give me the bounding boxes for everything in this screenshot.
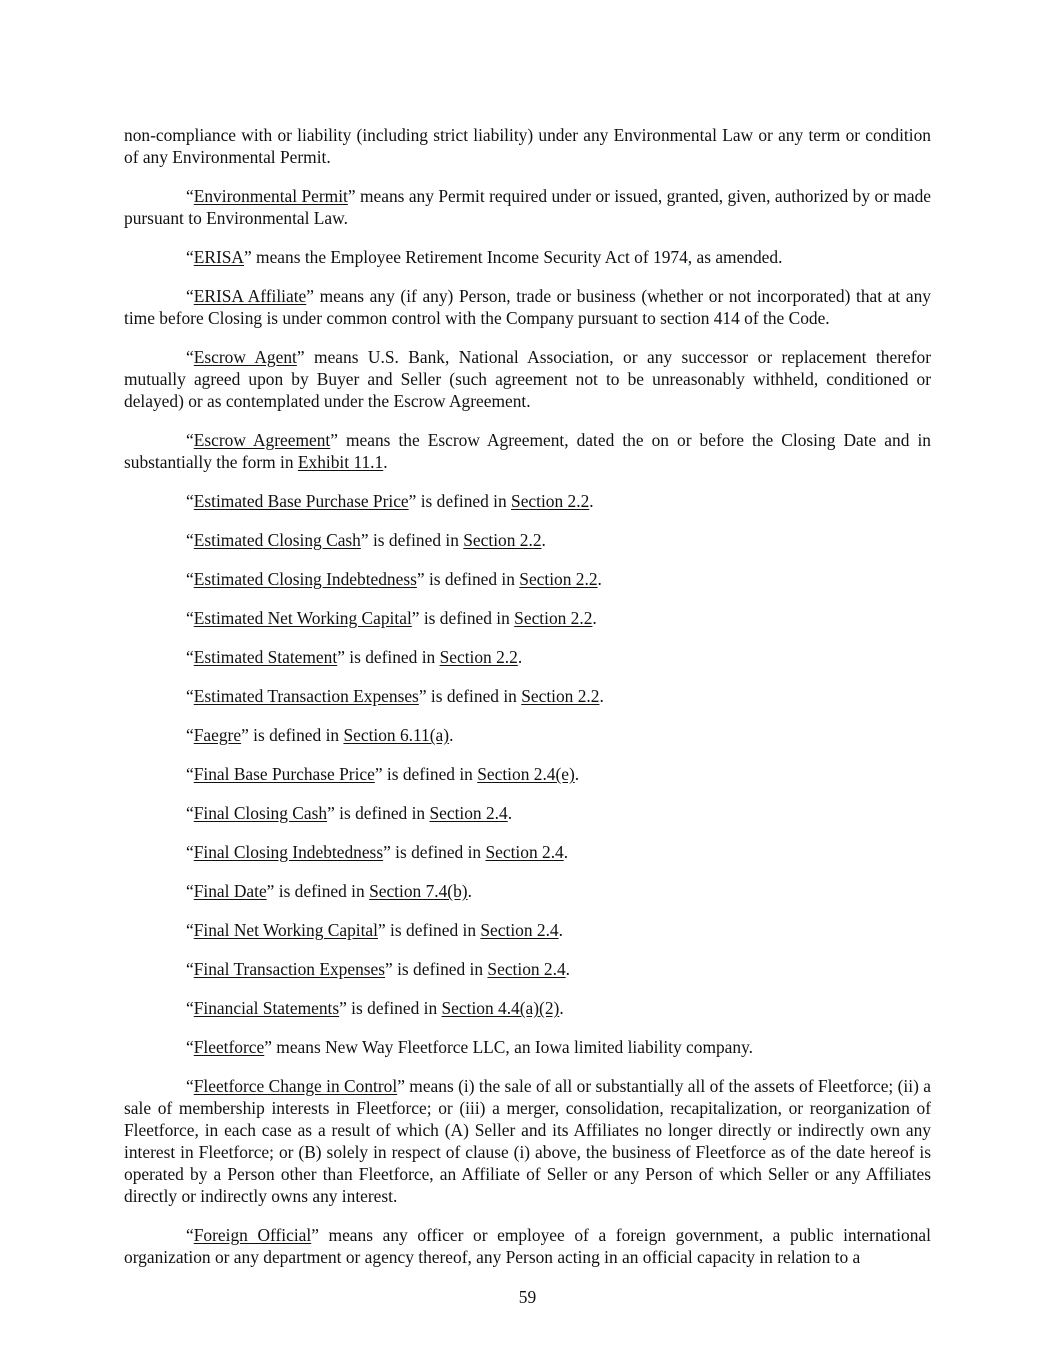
paragraph-text: . xyxy=(449,725,454,745)
paragraph-text: non-compliance with or liability (including strict liability) under any Environmental Law or any term or condition of any Environmental Permit. xyxy=(124,125,931,167)
paragraph-text: “ xyxy=(186,530,194,550)
paragraph-text: ” is defined in xyxy=(337,647,440,667)
defined-term: Estimated Statement xyxy=(193,647,338,667)
paragraph-text: “ xyxy=(186,959,194,979)
paragraph-text: ” is defined in xyxy=(377,920,481,940)
page-number: 59 xyxy=(518,1287,537,1307)
cross-reference: Section 2.4 xyxy=(485,842,564,862)
definition-paragraph xyxy=(124,246,931,268)
paragraph-text: “ xyxy=(186,803,194,823)
definition-paragraph xyxy=(124,285,931,329)
paragraph-text: ” is defined in xyxy=(241,725,344,745)
paragraph-text: “ xyxy=(186,491,194,511)
defined-term: Foreign Official xyxy=(193,1225,312,1245)
defined-term: Estimated Transaction Expenses xyxy=(193,686,419,706)
definition-paragraph xyxy=(124,568,931,590)
definition-paragraph xyxy=(124,529,931,551)
defined-term: Final Closing Cash xyxy=(193,803,328,823)
definition-paragraph xyxy=(124,841,931,863)
paragraph-text: ” means (i) the sale of all or substantially all of the assets of Fleetforce; (ii) a sale of membership interests in Fleetforce; or (iii) a merger, consolidation, recapitalization, or reorganization of Fleetforce, in each case as a result of which (A) Seller and its Affiliates no longer directly or indirectly own any interest in Fleetforce; or (B) solely in respect of clause (i) above, the business of Fleetforce as of the date hereof is operated by a Person other than Fleetforce, an Affiliate of Seller or any Person of which Seller or any Affiliates directly or indirectly owns any interest. xyxy=(124,1076,931,1206)
paragraph-text: . xyxy=(599,686,604,706)
paragraph-text: “ xyxy=(186,764,194,784)
defined-term: Final Net Working Capital xyxy=(193,920,378,940)
definition-paragraph xyxy=(124,958,931,980)
paragraph-text: ” means U.S. Bank, National Association, or any successor or replacement therefor mutually agreed upon by Buyer and Seller (such agreement not to be unreasonably withheld, conditioned or delayed) or as contemplated under the Escrow Agreement. xyxy=(124,347,931,411)
paragraph-text: . xyxy=(559,998,564,1018)
defined-term: Faegre xyxy=(193,725,242,745)
paragraph-text: ” is defined in xyxy=(360,530,464,550)
defined-term: ERISA xyxy=(193,247,244,267)
defined-term: Estimated Closing Indebtedness xyxy=(193,569,417,589)
definition-paragraph xyxy=(124,919,931,941)
paragraph-text: ” is defined in xyxy=(385,959,488,979)
definition-paragraph xyxy=(124,1075,931,1207)
paragraph-text: ” means any officer or employee of a foreign government, a public international organization or any department or agency thereof, any Person acting in an official capacity in relation to a xyxy=(124,1225,931,1267)
definition-paragraph xyxy=(124,997,931,1019)
defined-term: Estimated Net Working Capital xyxy=(193,608,412,628)
defined-term: Estimated Base Purchase Price xyxy=(193,491,409,511)
definition-paragraph xyxy=(124,646,931,668)
paragraph-text: “ xyxy=(186,286,194,306)
paragraph-text: “ xyxy=(186,1037,194,1057)
defined-term: Escrow Agreement xyxy=(193,430,331,450)
cross-reference: Section 7.4(b) xyxy=(369,881,468,901)
document-body xyxy=(124,124,931,1285)
cross-reference: Section 2.2 xyxy=(511,491,590,511)
paragraph-text: ” is defined in xyxy=(374,764,478,784)
defined-term: Final Date xyxy=(193,881,267,901)
defined-term: Estimated Closing Cash xyxy=(193,530,361,550)
defined-term: ERISA Affiliate xyxy=(193,286,307,306)
paragraph-text: “ xyxy=(186,1225,194,1245)
paragraph-text: ” means the Escrow Agreement, dated the on or before the Closing Date and in substantially the form in xyxy=(124,430,931,472)
paragraph-text: “ xyxy=(186,842,194,862)
defined-term: Fleetforce Change in Control xyxy=(193,1076,398,1096)
paragraph-text: “ xyxy=(186,247,194,267)
paragraph-text: . xyxy=(565,959,571,979)
paragraph-text: ” is defined in xyxy=(416,569,520,589)
paragraph-text: . xyxy=(589,491,594,511)
definition-paragraph xyxy=(124,724,931,746)
definition-paragraph xyxy=(124,429,931,473)
definition-paragraph xyxy=(124,490,931,512)
paragraph-text: . xyxy=(383,452,388,472)
paragraph-text: “ xyxy=(186,430,194,450)
cross-reference: Section 2.2 xyxy=(519,569,598,589)
paragraph-text: “ xyxy=(186,725,194,745)
paragraph-text: . xyxy=(597,569,602,589)
paragraph-text: “ xyxy=(186,647,194,667)
paragraph-text: ” is defined in xyxy=(339,998,442,1018)
defined-term: Fleetforce xyxy=(193,1037,265,1057)
paragraph-text: “ xyxy=(186,998,194,1018)
defined-term: Financial Statements xyxy=(193,998,340,1018)
defined-term: Final Transaction Expenses xyxy=(193,959,386,979)
definition-paragraph xyxy=(124,1036,931,1058)
defined-term: Final Closing Indebtedness xyxy=(193,842,384,862)
paragraph-text: . xyxy=(467,881,472,901)
defined-term: Escrow Agent xyxy=(193,347,297,367)
paragraph-text: “ xyxy=(186,347,194,367)
paragraph-text: . xyxy=(507,803,513,823)
paragraph-text: “ xyxy=(186,920,194,940)
cross-reference: Section 2.4(e) xyxy=(477,764,575,784)
continuation-paragraph xyxy=(124,124,931,168)
paragraph-text: “ xyxy=(186,186,194,206)
paragraph-text: . xyxy=(563,842,569,862)
paragraph-text: ” means the Employee Retirement Income Security Act of 1974, as amended. xyxy=(243,247,783,267)
cross-reference: Section 2.4 xyxy=(429,803,508,823)
definition-paragraph xyxy=(124,1224,931,1268)
paragraph-text: “ xyxy=(186,569,194,589)
cross-reference: Exhibit 11.1 xyxy=(297,452,384,472)
paragraph-text: “ xyxy=(186,686,194,706)
definition-paragraph xyxy=(124,880,931,902)
defined-term: Final Base Purchase Price xyxy=(193,764,375,784)
paragraph-text: “ xyxy=(186,608,194,628)
cross-reference: Section 2.2 xyxy=(521,686,600,706)
paragraph-text: . xyxy=(517,647,523,667)
paragraph-text: ” is defined in xyxy=(266,881,370,901)
paragraph-text: “ xyxy=(186,1076,194,1096)
cross-reference: Section 6.11(a) xyxy=(343,725,450,745)
paragraph-text: ” means any (if any) Person, trade or business (whether or not incorporated) that at any time before Closing is under common control with the Company pursuant to section 414 of the Code. xyxy=(124,286,931,328)
definition-paragraph xyxy=(124,685,931,707)
definition-paragraph xyxy=(124,802,931,824)
paragraph-text: . xyxy=(574,764,580,784)
definition-paragraph xyxy=(124,346,931,412)
definition-paragraph xyxy=(124,185,931,229)
cross-reference: Section 2.4 xyxy=(480,920,559,940)
paragraph-text: ” is defined in xyxy=(408,491,512,511)
definition-paragraph xyxy=(124,607,931,629)
paragraph-text: “ xyxy=(186,881,194,901)
paragraph-text: . xyxy=(558,920,563,940)
paragraph-text: ” is defined in xyxy=(383,842,486,862)
cross-reference: Section 2.2 xyxy=(514,608,593,628)
paragraph-text: ” means New Way Fleetforce LLC, an Iowa limited liability company. xyxy=(264,1037,754,1057)
cross-reference: Section 2.2 xyxy=(463,530,542,550)
cross-reference: Section 2.2 xyxy=(439,647,518,667)
cross-reference: Section 4.4(a)(2) xyxy=(441,998,560,1018)
paragraph-text: ” means any Permit required under or issued, granted, given, authorized by or made pursuant to Environmental Law. xyxy=(124,186,931,228)
paragraph-text: . xyxy=(592,608,597,628)
defined-term: Environmental Permit xyxy=(193,186,348,206)
cross-reference: Section 2.4 xyxy=(487,959,566,979)
paragraph-text: ” is defined in xyxy=(418,686,522,706)
paragraph-text: . xyxy=(541,530,546,550)
paragraph-text: ” is defined in xyxy=(411,608,515,628)
paragraph-text: ” is defined in xyxy=(327,803,430,823)
definition-paragraph xyxy=(124,763,931,785)
